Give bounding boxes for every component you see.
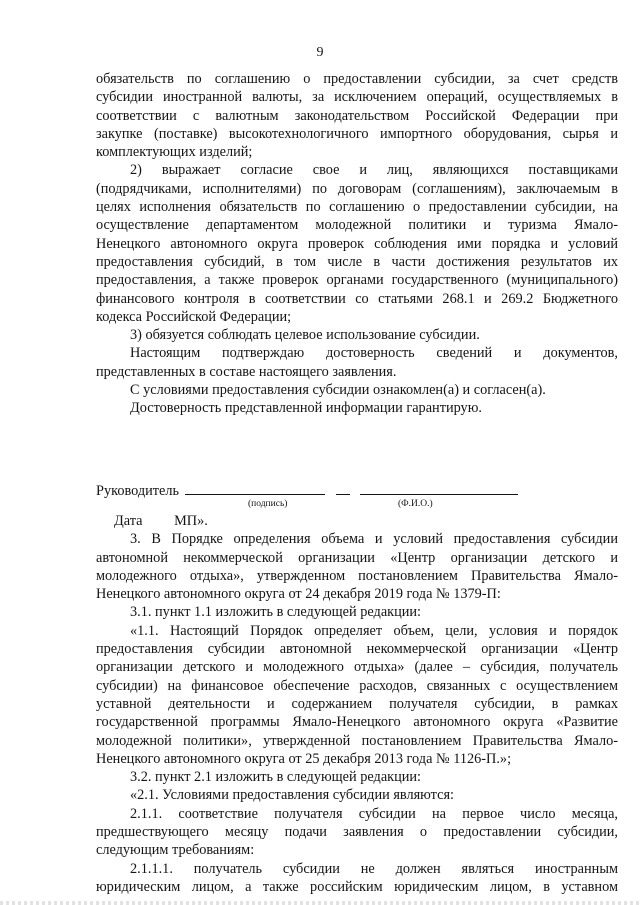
signature-dash [336,493,350,495]
text-line: субсидии) на финансовое обеспечение расходов, связанных с осуществлением [96,677,618,694]
text-line: уставной деятельности и содержанием получателя субсидии, в рамках [96,695,618,712]
text-line: предоставления, а также проверок органами государственного (муниципального) [96,272,618,289]
text-line: Настоящим подтверждаю достоверность сведений и документов, [130,345,618,362]
text-line: 2.1.1.1. получатель субсидии не должен являться иностранным [130,860,618,877]
signature-label: Руководитель [96,482,180,499]
text-line: организации детского и молодежного отдыха» (далее – субсидия, получатель [96,659,618,676]
text-line: 3.2. пункт 2.1 изложить в следующей редакции: [130,769,422,786]
text-line: обязательств по соглашению о предоставлении субсидии, за счет средств [96,71,618,87]
text-line: автономной некоммерческой организации «Центр организации детского и [96,549,618,566]
text-line: (подрядчиками, исполнителями) по договорам (соглашениям), заключаемым в [96,180,618,197]
text-line: финансового контроля в соответствии со статьями 268.1 и 269.2 Бюджетного [96,290,618,307]
text-line: Ненецкого автономного округа от 24 декабря 2019 года № 1379-П: [96,586,501,603]
text-line: закупке (поставке) высокотехнологичного импортного оборудования, сырья и [96,125,618,142]
text-line: осуществление департаментом молодежной политики и туризма Ямало- [96,217,618,234]
signature-caption: (подпись) [248,498,288,509]
text-line: молодежной политики», утвержденной постановлением Правительства Ямало- [96,732,618,749]
stamp-place-label: МП». [174,512,208,529]
text-line: государственной программы Ямало-Ненецкого автономного округа «Развитие [96,714,618,731]
text-line: следующим требованиям: [96,842,255,859]
text-block-2 [96,530,618,896]
text-line: предшествующего месяцу подачи заявления о предоставлении субсидии, [96,823,618,840]
text-line: С условиями предоставления субсидии ознакомлен(а) и согласен(а). [130,382,546,399]
text-line: «1.1. Настоящий Порядок определяет объем, цели, условия и порядок [130,622,618,639]
page-number: 9 [316,45,324,60]
text-line: Ненецкого автономного округа от 25 декабря 2013 года № 1126-П.»; [96,750,512,767]
text-line: комплектующих изделий; [96,144,253,161]
text-line: соответствии с валютным законодательством Российской Федерации при [96,107,618,124]
text-line: молодежного отдыха», утвержденном постановлением Правительства Ямало- [96,567,618,584]
text-line: 2.1.1. соответствие получателя субсидии на первое число месяца, [130,805,618,822]
date-label: Дата [114,512,143,529]
text-line: представленных в составе настоящего заявления. [96,363,397,380]
text-line: субсидии иностранной валюты, за исключением операций, осуществляемых в [96,89,618,106]
signature-captions [96,500,618,512]
text-line: 3) обязуется соблюдать целевое использование субсидии. [130,327,480,344]
date-row [96,512,618,530]
signature-row [96,482,618,500]
text-line: предоставления субсидии автономной некоммерческой организации «Центр [96,641,618,658]
text-line: 2) выражает согласие свое и лиц, являющихся поставщиками [130,162,618,179]
name-line [360,493,518,495]
text-line: предоставления субсидий, в том числе в части достижения результатов их [96,253,618,270]
text-line: кодекса Российской Федерации; [96,308,292,325]
text-line: целях исполнения обязательств по соглашению о предоставлении субсидии, на [96,199,618,216]
text-line: 3.1. пункт 1.1 изложить в следующей редакции: [130,604,422,621]
text-line: 3. В Порядке определения объема и условий предоставления субсидии [130,531,618,548]
signature-line [185,493,325,495]
name-caption: (Ф.И.О.) [398,498,433,509]
scan-edge [0,901,640,905]
text-line: юридическим лицом, а также российским юридическим лицом, в уставном [96,878,618,895]
text-line: Достоверность представленной информации гарантирую. [130,400,482,417]
text-line: Ненецкого автономного округа проверок соблюдения ими порядка и условий [96,235,618,252]
text-line: «2.1. Условиями предоставления субсидии являются: [130,787,454,804]
text-block-1 [96,70,618,418]
